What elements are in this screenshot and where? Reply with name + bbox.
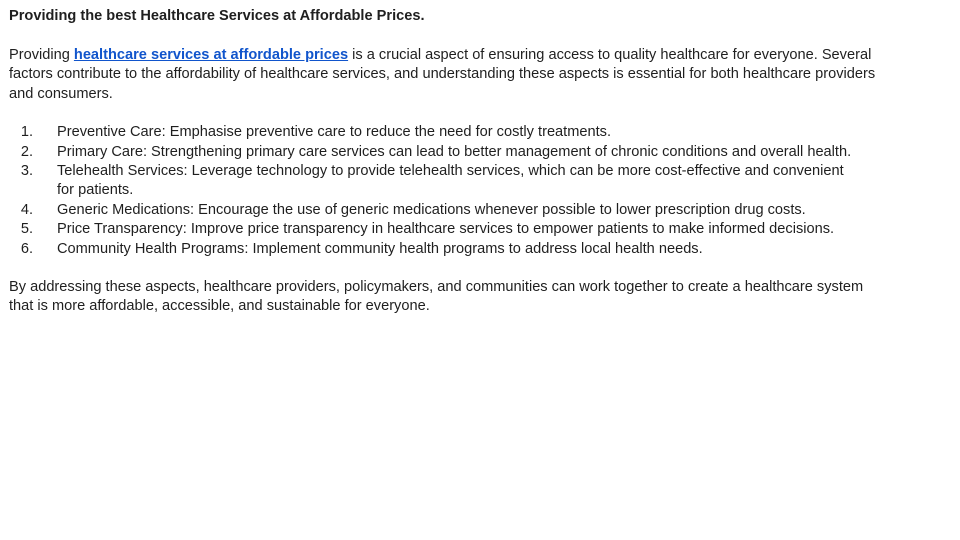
page-title: Providing the best Healthcare Services at Affordable Prices. xyxy=(9,8,425,24)
list-item xyxy=(9,143,879,162)
list-item-number: 4. xyxy=(20,201,33,218)
conclusion-paragraph: By addressing these aspects, healthcare providers, policymakers, and communities can work together to create a healthcare system that is more affordable, accessible, and sustainable for everyone. xyxy=(9,279,864,315)
list-item-text: Primary Care: Strengthening primary care services can lead to better management of chronic conditions and overall health. xyxy=(57,143,852,160)
factors-list xyxy=(9,123,879,259)
list-item-text: Price Transparency: Improve price transparency in healthcare services to empower patients to make informed decisions. xyxy=(57,221,835,238)
list-item xyxy=(9,201,879,220)
list-item xyxy=(9,123,879,142)
list-item-number: 5. xyxy=(20,221,33,238)
list-item-number: 2. xyxy=(20,143,33,160)
intro-text-after-link: is a crucial aspect of ensuring access to quality healthcare for everyone. Several factors contribute to the affordability of healthcare services, and understanding these aspects is essential for both healthcare providers and consumers. xyxy=(9,47,876,102)
intro-paragraph xyxy=(9,46,879,104)
list-item xyxy=(9,240,879,259)
document-body xyxy=(9,7,879,317)
list-item-text: Generic Medications: Encourage the use of generic medications whenever possible to lower prescription drug costs. xyxy=(57,201,806,218)
list-item xyxy=(9,162,879,201)
list-item-number: 3. xyxy=(20,163,33,180)
list-item xyxy=(9,220,879,239)
affordable-healthcare-link[interactable]: healthcare services at affordable prices xyxy=(73,47,349,63)
list-item-text: Telehealth Services: Leverage technology to provide telehealth services, which can be more cost-effective and convenient for patients. xyxy=(57,163,844,199)
list-item-number: 1. xyxy=(20,124,33,141)
list-item-text: Community Health Programs: Implement community health programs to address local health needs. xyxy=(57,240,703,257)
list-item-text: Preventive Care: Emphasise preventive care to reduce the need for costly treatments. xyxy=(57,124,612,141)
list-item-number: 6. xyxy=(20,240,33,257)
intro-text-before-link: Providing xyxy=(9,47,74,63)
